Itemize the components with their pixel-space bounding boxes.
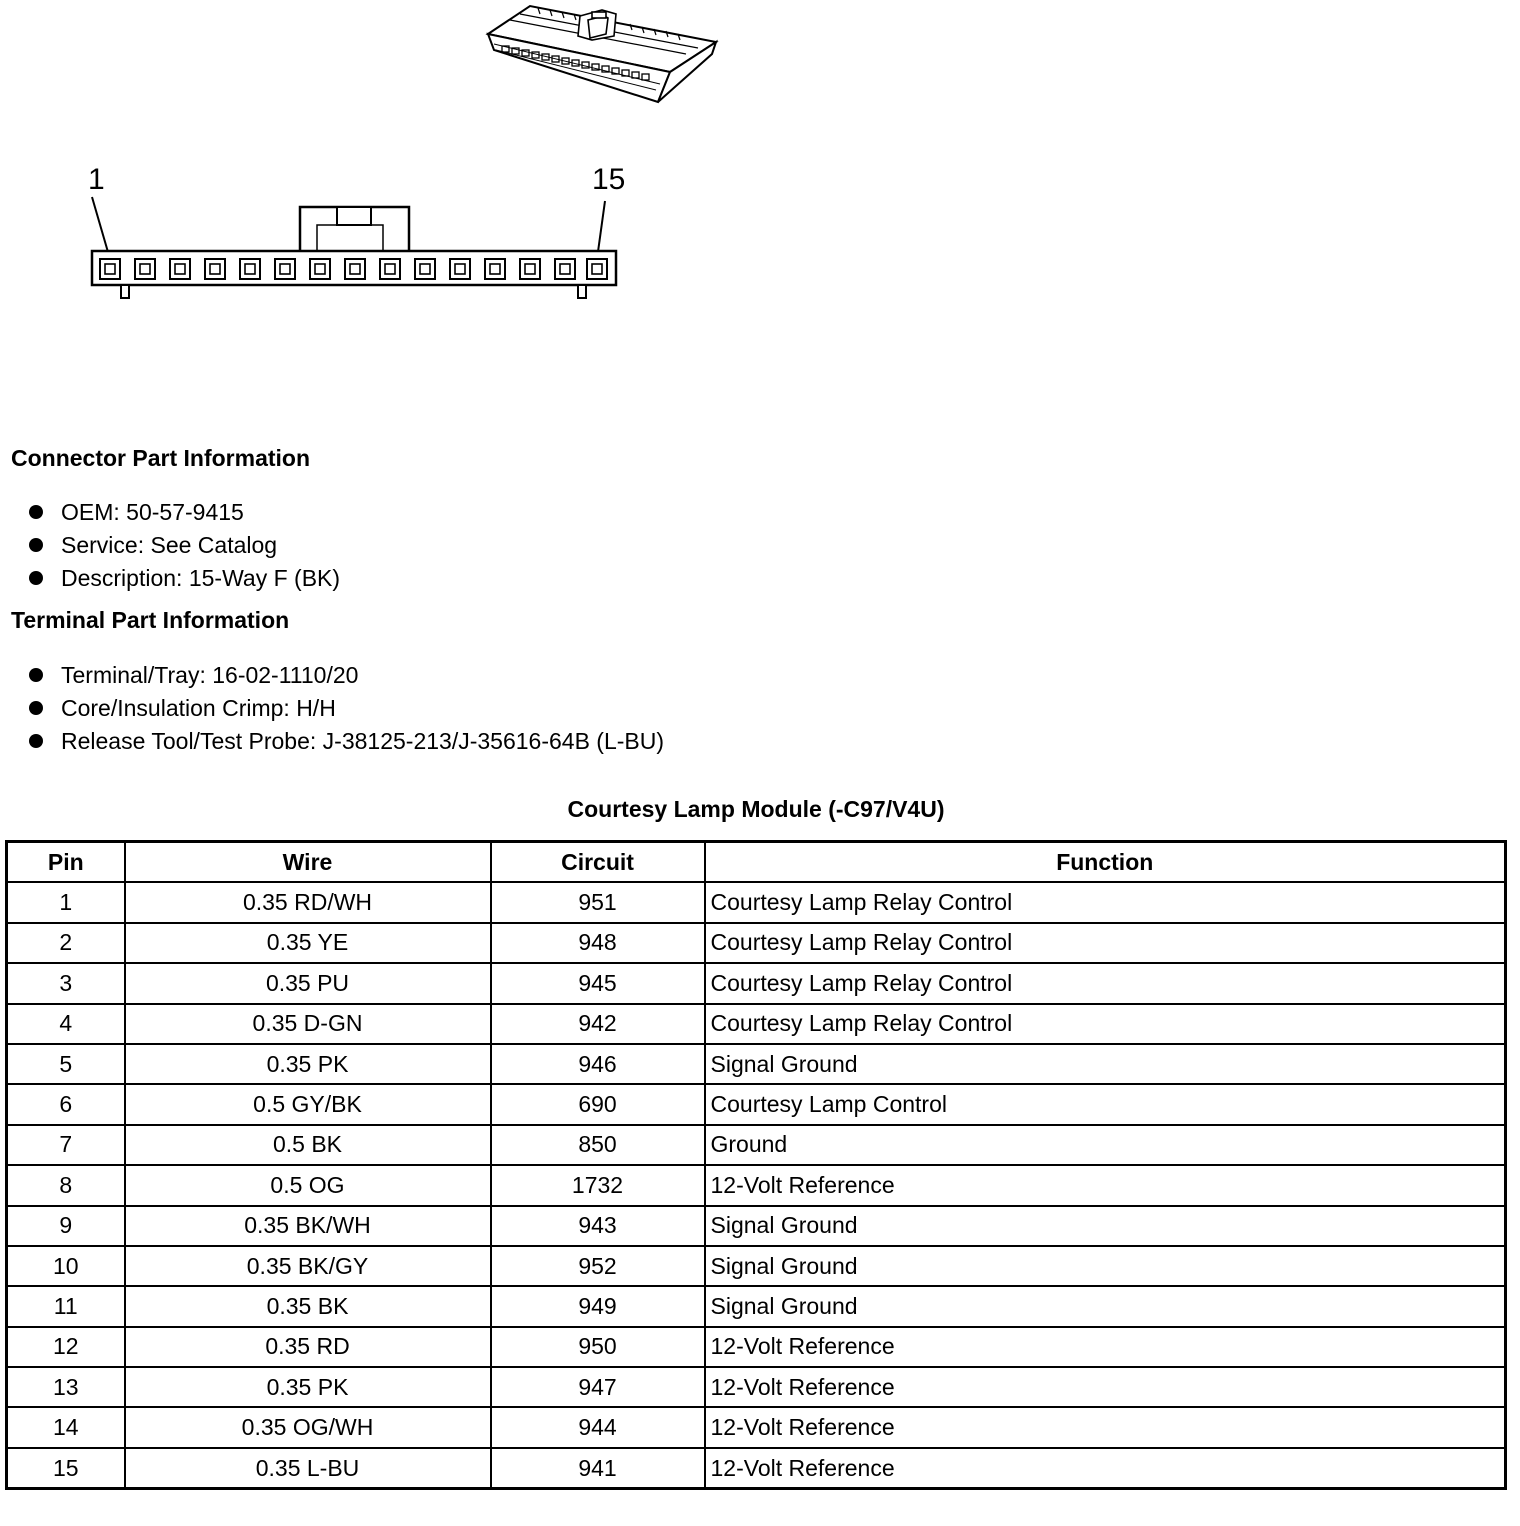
- cell-pin: 4: [7, 1004, 125, 1044]
- cavity-6: [275, 259, 295, 279]
- bullet-icon: [29, 701, 43, 715]
- cell-pin: 8: [7, 1165, 125, 1205]
- cell-circuit: 951: [491, 882, 705, 922]
- cell-pin: 13: [7, 1367, 125, 1407]
- table-row: [7, 882, 1506, 922]
- list-item: Release Tool/Test Probe: J-38125-213/J-35616-64B (L-BU): [28, 725, 664, 758]
- cell-wire: 0.35 L-BU: [125, 1448, 491, 1489]
- cell-circuit: 944: [491, 1407, 705, 1447]
- cell-wire: 0.35 PK: [125, 1044, 491, 1084]
- cell-function: Courtesy Lamp Relay Control: [705, 1004, 1506, 1044]
- cell-function: 12-Volt Reference: [705, 1165, 1506, 1205]
- cell-function: Signal Ground: [705, 1286, 1506, 1326]
- table-row: [7, 923, 1506, 963]
- cavity-8: [345, 259, 365, 279]
- cell-wire: 0.35 BK: [125, 1286, 491, 1326]
- cell-circuit: 946: [491, 1044, 705, 1084]
- bullet-icon: [29, 505, 43, 519]
- connector-3d-illustration: [480, 0, 725, 110]
- cell-pin: 14: [7, 1407, 125, 1447]
- pin-1-leader: [92, 197, 110, 259]
- cell-circuit: 943: [491, 1206, 705, 1246]
- cell-circuit: 945: [491, 963, 705, 1003]
- cavity-12: [485, 259, 505, 279]
- cell-wire: 0.35 OG/WH: [125, 1407, 491, 1447]
- bullet-icon: [29, 668, 43, 682]
- connector-info-list: [28, 496, 340, 595]
- cell-function: 12-Volt Reference: [705, 1407, 1506, 1447]
- cavity-5: [240, 259, 260, 279]
- cell-wire: 0.5 OG: [125, 1165, 491, 1205]
- list-item: OEM: 50-57-9415: [28, 496, 340, 529]
- pin-label-last: 15: [592, 163, 626, 196]
- cell-wire: 0.35 BK/GY: [125, 1246, 491, 1286]
- cavity-3: [170, 259, 190, 279]
- cell-function: Ground: [705, 1125, 1506, 1165]
- table-row: [7, 1367, 1506, 1407]
- cell-pin: 2: [7, 923, 125, 963]
- cell-pin: 5: [7, 1044, 125, 1084]
- list-item: Terminal/Tray: 16-02-1110/20: [28, 659, 664, 692]
- table-header-row: [7, 842, 1506, 883]
- table-row: [7, 1004, 1506, 1044]
- bullet-icon: [29, 734, 43, 748]
- connector-face-diagram: [70, 155, 640, 315]
- table-row: [7, 1206, 1506, 1246]
- cell-circuit: 942: [491, 1004, 705, 1044]
- table-row: [7, 1246, 1506, 1286]
- cell-wire: 0.35 RD/WH: [125, 882, 491, 922]
- bullet-icon: [29, 538, 43, 552]
- cell-function: Signal Ground: [705, 1044, 1506, 1084]
- table-row: [7, 1165, 1506, 1205]
- cell-circuit: 950: [491, 1327, 705, 1367]
- header-function: Function: [705, 842, 1506, 883]
- cell-function: 12-Volt Reference: [705, 1367, 1506, 1407]
- cavity-14: [555, 259, 575, 279]
- table-row: [7, 1448, 1506, 1489]
- cell-function: Signal Ground: [705, 1206, 1506, 1246]
- connector-info-heading: Connector Part Information: [11, 445, 311, 471]
- cavity-10: [415, 259, 435, 279]
- cavity-4: [205, 259, 225, 279]
- cavity-2: [135, 259, 155, 279]
- cell-pin: 11: [7, 1286, 125, 1326]
- terminal-info-list: [28, 659, 664, 758]
- cell-function: Courtesy Lamp Relay Control: [705, 882, 1506, 922]
- cell-pin: 9: [7, 1206, 125, 1246]
- cell-wire: 0.35 D-GN: [125, 1004, 491, 1044]
- list-item: Core/Insulation Crimp: H/H: [28, 692, 664, 725]
- table-row: [7, 1044, 1506, 1084]
- cell-circuit: 941: [491, 1448, 705, 1489]
- cavity-1: [100, 259, 120, 279]
- cavity-15: [587, 259, 607, 279]
- cell-pin: 7: [7, 1125, 125, 1165]
- cell-pin: 15: [7, 1448, 125, 1489]
- cell-circuit: 947: [491, 1367, 705, 1407]
- cell-wire: 0.5 BK: [125, 1125, 491, 1165]
- cell-wire: 0.35 YE: [125, 923, 491, 963]
- cavity-9: [380, 259, 400, 279]
- cavity-11: [450, 259, 470, 279]
- table-row: [7, 1407, 1506, 1447]
- cell-pin: 3: [7, 963, 125, 1003]
- pin-label-first: 1: [88, 163, 105, 196]
- cell-circuit: 952: [491, 1246, 705, 1286]
- bullet-icon: [29, 571, 43, 585]
- cell-wire: 0.35 RD: [125, 1327, 491, 1367]
- table-title: Courtesy Lamp Module (-C97/V4U): [567, 796, 945, 822]
- connector-cavities: [100, 259, 607, 279]
- cell-circuit: 1732: [491, 1165, 705, 1205]
- table-row: [7, 1327, 1506, 1367]
- cell-wire: 0.35 PK: [125, 1367, 491, 1407]
- table-row: [7, 1084, 1506, 1124]
- cell-pin: 10: [7, 1246, 125, 1286]
- cell-pin: 12: [7, 1327, 125, 1367]
- list-item: Service: See Catalog: [28, 529, 340, 562]
- terminal-info-heading: Terminal Part Information: [11, 607, 290, 633]
- cell-function: Courtesy Lamp Relay Control: [705, 963, 1506, 1003]
- table-row: [7, 1286, 1506, 1326]
- cell-circuit: 948: [491, 923, 705, 963]
- cavity-7: [310, 259, 330, 279]
- header-wire: Wire: [125, 842, 491, 883]
- pinout-table: [5, 840, 1507, 1490]
- cell-wire: 0.35 PU: [125, 963, 491, 1003]
- cell-pin: 6: [7, 1084, 125, 1124]
- header-pin: Pin: [7, 842, 125, 883]
- cavity-13: [520, 259, 540, 279]
- cell-circuit: 949: [491, 1286, 705, 1326]
- cell-circuit: 690: [491, 1084, 705, 1124]
- cell-function: Signal Ground: [705, 1246, 1506, 1286]
- cell-function: 12-Volt Reference: [705, 1327, 1506, 1367]
- cell-wire: 0.5 GY/BK: [125, 1084, 491, 1124]
- header-circuit: Circuit: [491, 842, 705, 883]
- cell-function: 12-Volt Reference: [705, 1448, 1506, 1489]
- list-item: Description: 15-Way F (BK): [28, 562, 340, 595]
- cell-pin: 1: [7, 882, 125, 922]
- table-row: [7, 963, 1506, 1003]
- cell-function: Courtesy Lamp Relay Control: [705, 923, 1506, 963]
- cell-function: Courtesy Lamp Control: [705, 1084, 1506, 1124]
- cell-circuit: 850: [491, 1125, 705, 1165]
- cell-wire: 0.35 BK/WH: [125, 1206, 491, 1246]
- table-row: [7, 1125, 1506, 1165]
